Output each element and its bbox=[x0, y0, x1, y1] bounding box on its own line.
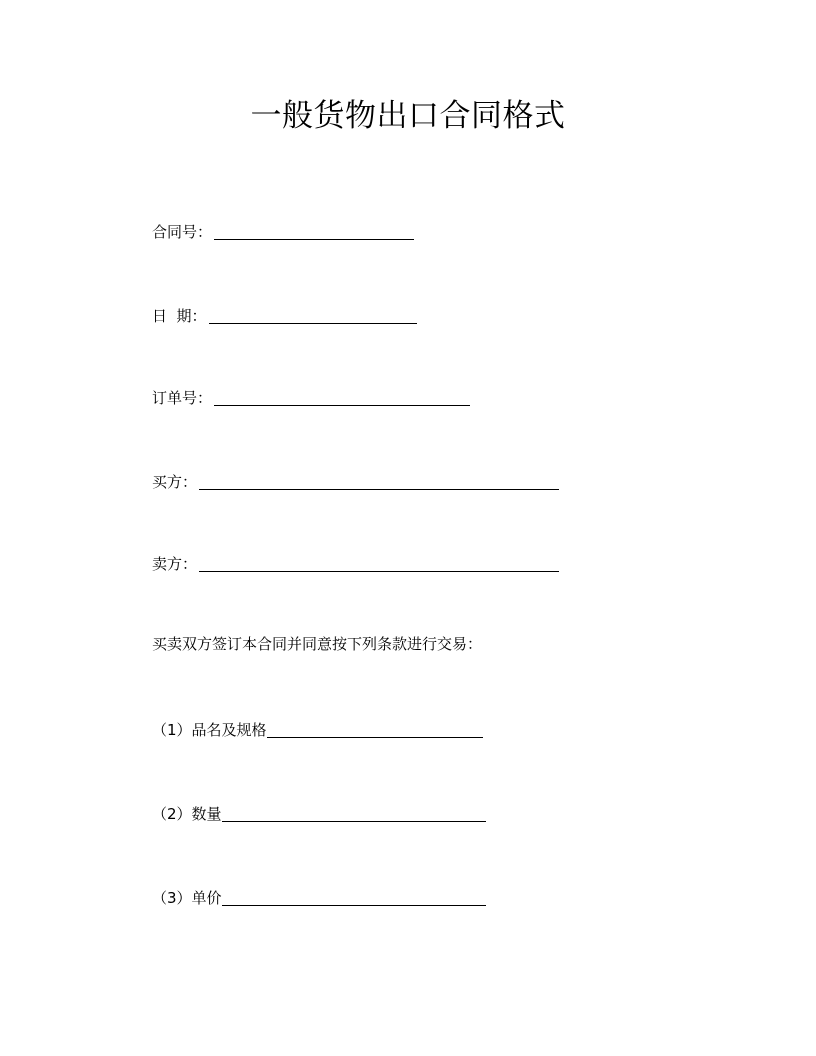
contract-number-field bbox=[152, 218, 414, 242]
term-product-label: （1）品名及规格 bbox=[152, 721, 267, 739]
date-field bbox=[152, 302, 417, 326]
contract-number-blank[interactable] bbox=[214, 223, 414, 240]
term-item-product bbox=[152, 716, 483, 740]
order-number-label: 订单号： bbox=[152, 389, 213, 407]
term-product-blank[interactable] bbox=[267, 721, 483, 738]
contract-number-label: 合同号： bbox=[152, 223, 213, 241]
order-number-field bbox=[152, 384, 470, 408]
intro-paragraph: 买卖双方签订本合同并同意按下列条款进行交易： bbox=[152, 635, 483, 653]
term-unit-price-blank[interactable] bbox=[222, 889, 486, 906]
term-item-quantity bbox=[152, 800, 486, 824]
term-quantity-label: （2）数量 bbox=[152, 805, 222, 823]
term-item-unit-price bbox=[152, 884, 486, 908]
term-quantity-blank[interactable] bbox=[222, 805, 486, 822]
seller-blank[interactable] bbox=[199, 555, 559, 572]
seller-field bbox=[152, 550, 559, 574]
term-unit-price-label: （3）单价 bbox=[152, 889, 222, 907]
document-title: 一般货物出口合同格式 bbox=[250, 98, 566, 134]
buyer-blank[interactable] bbox=[199, 473, 559, 490]
buyer-label: 买方： bbox=[152, 473, 198, 491]
date-label: 日 期： bbox=[152, 307, 207, 325]
seller-label: 卖方： bbox=[152, 555, 198, 573]
order-number-blank[interactable] bbox=[214, 389, 470, 406]
buyer-field bbox=[152, 468, 559, 492]
date-blank[interactable] bbox=[209, 307, 417, 324]
